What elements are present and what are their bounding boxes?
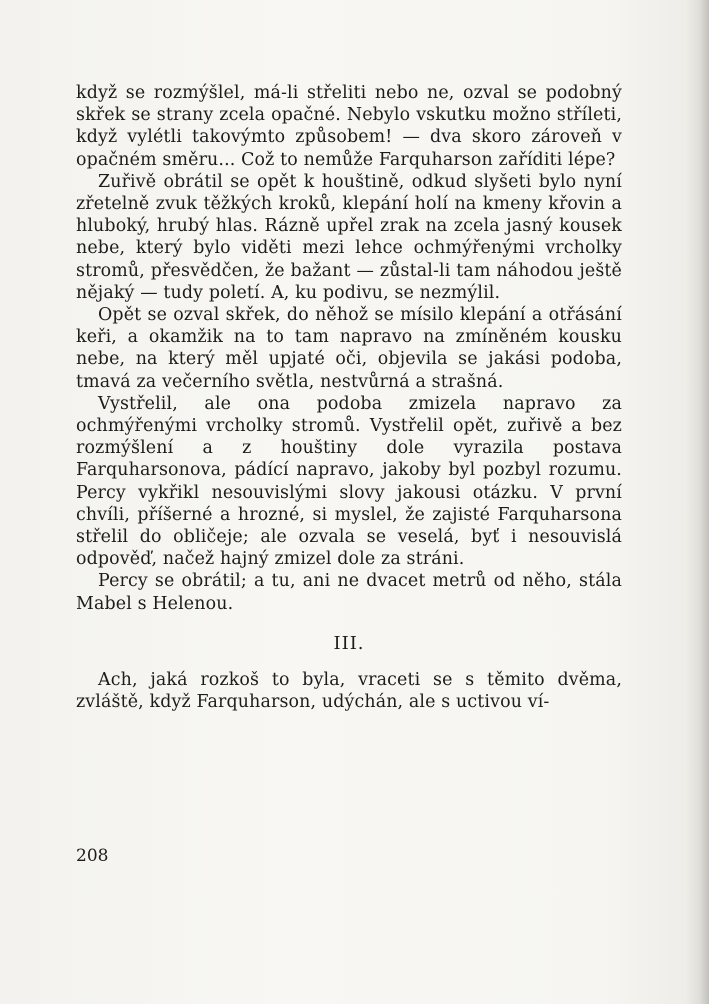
body-text [76,82,622,713]
paragraph: když se rozmýšlel, má-li střeliti nebo ne, ozval se podobný skřek se strany zcela opačné. Nebylo vskutku možno stříleti, když vylétli takovýmto způsobem! — dva skoro zároveň v opačném směru... Což to nemůže Farquharson zaříditi lépe? [76,83,622,170]
paragraph: Opět se ozval skřek, do něhož se mísilo klepání a otřásání keři, a okamžik na to tam napravo na zmíněném kousku nebe, na který měl upjaté oči, objevila se jakási podoba, tmavá za večerního světla, nestvůrná a strašná. [76,305,622,392]
paragraph: Ach, jaká rozkoš to byla, vraceti se s těmito dvěma, zvláště, když Farquharson, udýchán, ale s uctivou ví- [76,670,622,713]
spine-shadow [685,0,709,1004]
paragraph: Zuřivě obrátil se opět k houštině, odkud slyšeti bylo nyní zřetelně zvuk těžkých kroků, klepání holí na kmeny křovin a hluboký, hrubý hlas. Rázně upřel zrak na zcela jasný kousek nebe, který bylo viděti mezi lehce ochmýřenými vrcholky stromů, přesvědčen, že bažant — zůstal-li tam náhodou ještě nějaký — tudy poletí. A, ku podivu, se nezmýlil. [76,171,622,303]
paragraph: Vystřelil, ale ona podoba zmizela napravo za ochmýřenými vrcholky stromů. Vystřelil opět, zuřivě a bez rozmýšlení a z houštiny dole vyrazila postava Farquharsonova, pádící napravo, jakoby byl pozbyl rozumu. Percy vykřikl nesouvislými slovy jakousi otázku. V první chvíli, příšerné a hrozné, si myslel, že zajisté Farquharsona střelil do obličeje; ale ozvala se veselá, byť i nesouvislá odpověď, načež hajný zmizel dole za stráni. [76,393,622,570]
page-number: 208 [76,846,109,866]
section-heading: III. [333,632,365,654]
paragraph: Percy se obrátil; a tu, ani ne dvacet metrů od něho, stála Mabel s Helenou. [76,571,622,614]
